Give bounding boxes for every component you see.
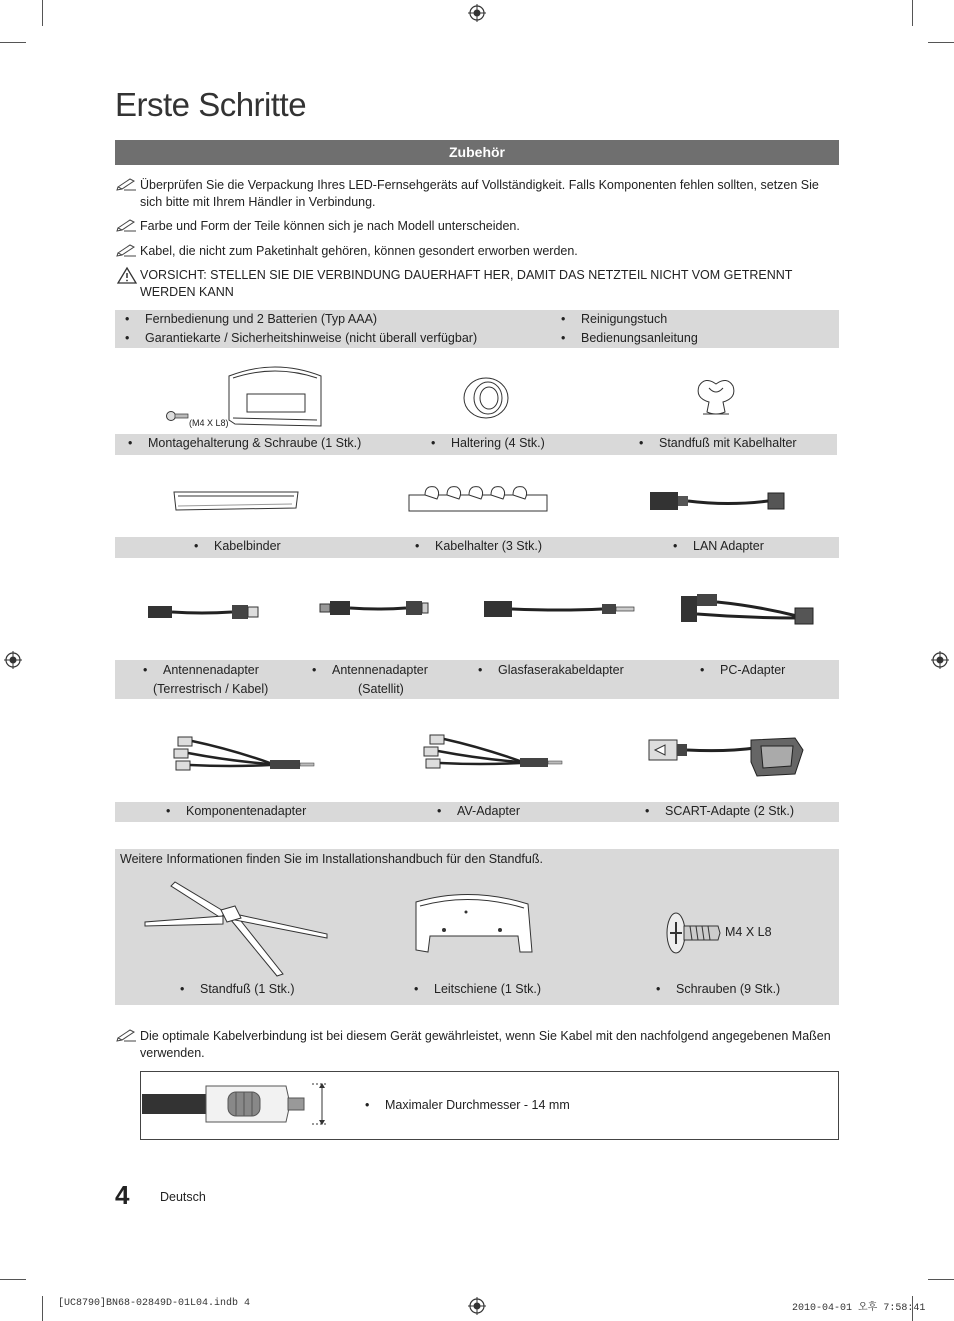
- footer-date: 2010-04-01 오후 7:58:41: [792, 1303, 926, 1314]
- pencil-note-icon: [116, 177, 138, 191]
- scart-adapter-icon: [645, 732, 807, 780]
- section-header: Zubehör: [115, 140, 839, 165]
- page-title: Erste Schritte: [115, 86, 307, 123]
- note-text: Farbe und Form der Teile können sich je nach Modell unterscheiden.: [140, 219, 520, 233]
- list-item: • Reinigungstuch: [561, 312, 668, 326]
- list-item: • Standfuß mit Kabelhalter: [639, 436, 797, 450]
- list-item: • Bedienungsanleitung: [561, 331, 698, 345]
- page-language: Deutsch: [160, 1190, 206, 1204]
- pencil-note-icon: [116, 243, 138, 257]
- list-item-sub: (Terrestrisch / Kabel): [153, 682, 269, 696]
- warning-text: VORSICHT: STELLEN SIE DIE VERBINDUNG DAUERHAFT HER, DAMIT DAS NETZTEIL NICHT VOM GETRENNT WERDEN KANN: [140, 268, 793, 299]
- screw-size-label: (M4 X L8): [189, 418, 229, 428]
- note-item: [116, 1028, 838, 1062]
- screw-size-label: M4 X L8: [725, 925, 772, 939]
- note-item: [116, 177, 838, 211]
- list-item: • Garantiekarte / Sicherheitshinweise (nicht überall verfügbar): [125, 331, 478, 345]
- page-number: 4: [115, 1180, 130, 1210]
- registration-mark-icon: [468, 4, 486, 22]
- registration-mark-icon: [931, 651, 949, 669]
- note-item: [116, 243, 838, 260]
- screw-icon: [666, 912, 722, 954]
- list-item: • Schrauben (9 Stk.): [656, 982, 781, 996]
- guide-rail-icon: [410, 890, 536, 956]
- warning-triangle-icon: [116, 267, 138, 284]
- list-item: • Montagehalterung & Schraube (1 Stk.): [128, 436, 362, 450]
- pencil-note-icon: [116, 1028, 138, 1042]
- note-item: [116, 218, 838, 235]
- pencil-note-icon: [116, 218, 138, 232]
- list-item: • LAN Adapter: [673, 539, 764, 553]
- stand-info-text: Weitere Informationen finden Sie im Installationshandbuch für den Standfuß.: [120, 852, 543, 866]
- list-item: • Haltering (4 Stk.): [431, 436, 545, 450]
- antenna-adapter-satellite-icon: [318, 598, 430, 618]
- list-item: • AV-Adapter: [437, 804, 521, 818]
- list-item: • Komponentenadapter: [166, 804, 307, 818]
- stand-icon: [143, 880, 329, 980]
- note-text: Kabel, die nicht zum Paketinhalt gehören, können gesondert erworben werden.: [140, 244, 578, 258]
- wall-mount-bracket-icon: [225, 362, 325, 428]
- cable-holder-icon: [405, 483, 551, 517]
- av-adapter-icon: [420, 733, 564, 771]
- antenna-adapter-terrestrial-icon: [146, 602, 260, 622]
- stand-cable-holder-icon: [693, 376, 739, 418]
- list-item: • Kabelbinder: [194, 539, 281, 553]
- pc-adapter-icon: [677, 590, 817, 630]
- registration-mark-icon: [468, 1297, 486, 1315]
- lan-adapter-icon: [648, 488, 788, 514]
- list-item: • Leitschiene (1 Stk.): [414, 982, 541, 996]
- list-item-sub: (Satellit): [358, 682, 404, 696]
- list-item: • Maximaler Durchmesser - 14 mm: [365, 1098, 570, 1112]
- holder-ring-icon: [462, 376, 510, 420]
- list-item: • Antennenadapter: [143, 663, 259, 677]
- cable-tie-icon: [170, 488, 302, 514]
- component-adapter-icon: [170, 735, 316, 773]
- optical-cable-adapter-icon: [482, 598, 636, 620]
- cable-diameter-icon: [142, 1080, 330, 1128]
- list-item: • SCART-Adapte (2 Stk.): [645, 804, 794, 818]
- screw-icon: [166, 410, 190, 422]
- registration-mark-icon: [4, 651, 22, 669]
- warning-item: [116, 267, 838, 301]
- list-item: • PC-Adapter: [700, 663, 786, 677]
- list-item: • Kabelhalter (3 Stk.): [415, 539, 542, 553]
- list-item: • Fernbedienung und 2 Batterien (Typ AAA): [125, 312, 378, 326]
- note-text: Die optimale Kabelverbindung ist bei diesem Gerät gewährleistet, wenn Sie Kabel mit den nachfolgend angegebenen Maßen verwenden.: [140, 1029, 831, 1060]
- footer-file: [UC8790]BN68-02849D-01L04.indb 4: [58, 1298, 251, 1309]
- list-item: • Antennenadapter: [312, 663, 428, 677]
- list-item: • Glasfaserakabeldapter: [478, 663, 624, 677]
- list-item: • Standfuß (1 Stk.): [180, 982, 295, 996]
- note-text: Überprüfen Sie die Verpackung Ihres LED-Fernsehgeräts auf Vollständigkeit. Falls Komponenten fehlen sollten, setzen Sie sich bitte mit Ihrem Händler in Verbindung.: [140, 178, 819, 209]
